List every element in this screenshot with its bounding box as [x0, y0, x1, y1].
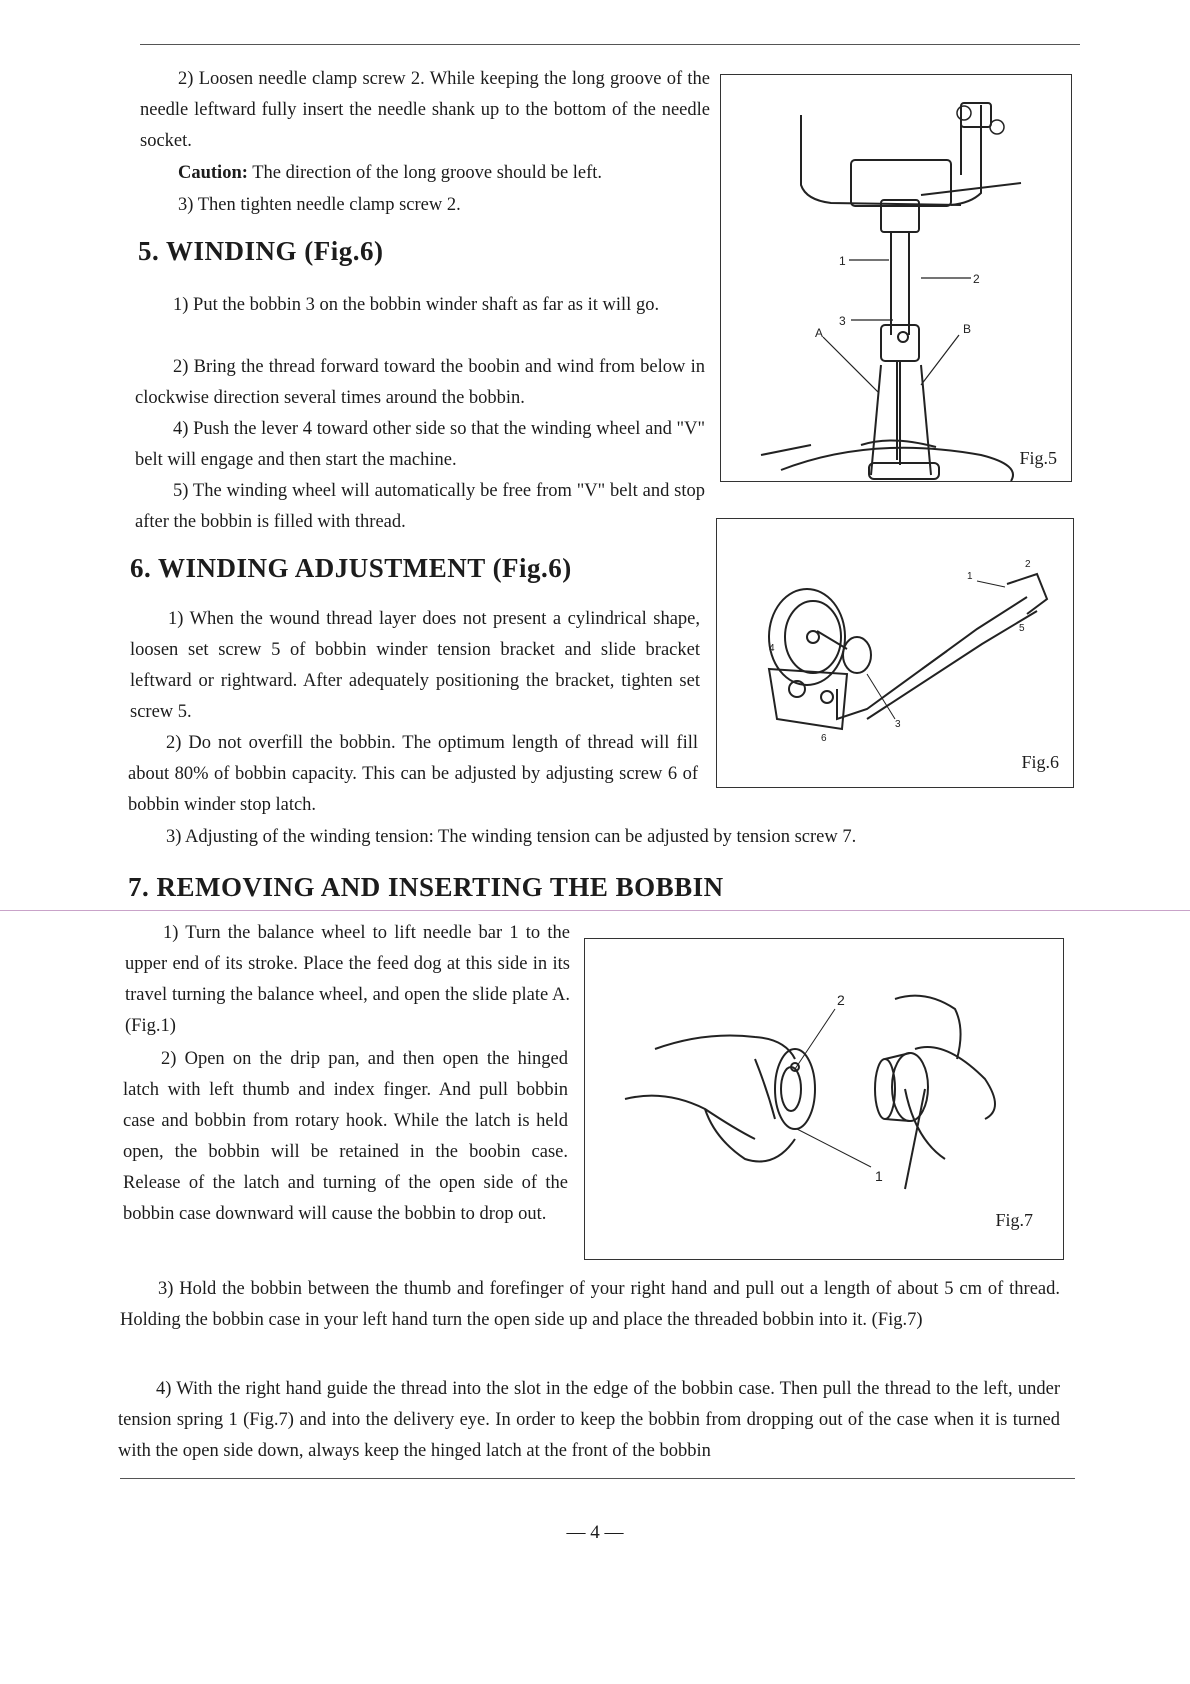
winding-step-4: 4) Push the lever 4 toward other side so that the winding wheel and "V" belt will engage and then start the machine.: [135, 419, 705, 470]
adjust-step-2: 2) Do not overfill the bobbin. The optimum length of thread will fill about 80% of bobbin capacity. This can be adjusted by adjusting screw 6 of bobbin winder stop latch.: [128, 733, 698, 815]
bobbin-step-1: 1) Turn the balance wheel to lift needle bar 1 to the upper end of its stroke. Place the feed dog at this side in its travel turning the balance wheel, and open the slide plate A. (Fig.1): [125, 923, 570, 1036]
fig6-label-3: 3: [895, 719, 901, 730]
figure-7: [584, 938, 1064, 1260]
caution-text: The direction of the long groove should be left.: [247, 163, 603, 183]
winding-step-5: 5) The winding wheel will automatically be free from "V" belt and stop after the bobbin is filled with thread.: [135, 481, 705, 532]
fig5-label-2: 2: [973, 272, 980, 286]
fig7-caption: Fig.7: [995, 1210, 1033, 1230]
fig6-label-6: 6: [821, 733, 827, 744]
needle-assembly-drawing: [721, 75, 1071, 481]
fig7-label-2: 2: [837, 992, 845, 1008]
winding-step-1: 1) Put the bobbin 3 on the bobbin winder shaft as far as it will go.: [173, 295, 660, 315]
bottom-rule: [120, 1478, 1075, 1479]
bobbin-step-4: 4) With the right hand guide the thread into the slot in the edge of the bobbin case. Then pull the thread to the left, under tension spring 1 (Fig.7) and into the delivery eye. In order to keep the bobbin from dropping out of the case when it is turned with the open side down, always keep the hinged latch at the front of the bobbin: [118, 1379, 1060, 1461]
fig6-caption: Fig.6: [1021, 752, 1059, 772]
section-7-heading: 7. REMOVING AND INSERTING THE BOBBIN: [128, 872, 724, 902]
needle-step-2: 2) Loosen needle clamp screw 2. While keeping the long groove of the needle leftward fully insert the needle shank up to the bottom of the needle socket.: [140, 69, 710, 151]
bobbin-step-2: 2) Open on the drip pan, and then open the hinged latch with left thumb and index finger. And pull bobbin case and bobbin from rotary hook. While the latch is held open, the bobbin will be retained in the boobin case. Release of the latch and turning of the open side of the bobbin case downward will cause the bobbin to drop out.: [123, 1049, 568, 1224]
caution-note: [140, 158, 710, 189]
figure-6: [716, 518, 1074, 788]
scan-line: [0, 910, 1190, 911]
page-number: — 4 —: [566, 1522, 624, 1543]
fig5-label-3: 3: [839, 314, 846, 328]
winding-step-2: 2) Bring the thread forward toward the boobin and wind from below in clockwise direction several times around the bobbin.: [135, 357, 705, 408]
section-5-heading: 5. WINDING (Fig.6): [138, 236, 384, 266]
adjust-step-3: 3) Adjusting of the winding tension: The winding tension can be adjusted by tension screw 7.: [166, 827, 857, 847]
top-rule: [140, 44, 1080, 45]
fig5-caption: Fig.5: [1019, 448, 1057, 468]
section-6-heading: 6. WINDING ADJUSTMENT (Fig.6): [130, 553, 572, 583]
fig5-label-a: A: [815, 326, 824, 340]
fig5-label-1: 1: [839, 254, 846, 268]
fig6-label-5: 5: [1019, 623, 1025, 634]
figure-5: [720, 74, 1072, 482]
fig6-label-2: 2: [1025, 559, 1031, 570]
bobbin-step-3: 3) Hold the bobbin between the thumb and forefinger of your right hand and pull out a length of about 5 cm of thread. Holding the bobbin case in your left hand turn the open side up and place the threaded bobbin into it. (Fig.7): [120, 1279, 1060, 1330]
fig5-label-b: B: [963, 322, 972, 336]
caution-label: Caution:: [178, 163, 248, 183]
bobbin-insert-drawing: [585, 939, 1063, 1259]
adjust-step-1: 1) When the wound thread layer does not present a cylindrical shape, loosen set screw 5 of bobbin winder tension bracket and slide bracket leftward or rightward. After adequately positioning the bracket, tighten set screw 5.: [130, 609, 700, 722]
fig6-label-4: 4: [769, 643, 775, 654]
bobbin-winder-drawing: [717, 519, 1073, 787]
fig7-label-1: 1: [875, 1168, 883, 1184]
fig6-label-1: 1: [967, 571, 973, 582]
needle-step-3: 3) Then tighten needle clamp screw 2.: [178, 195, 461, 215]
